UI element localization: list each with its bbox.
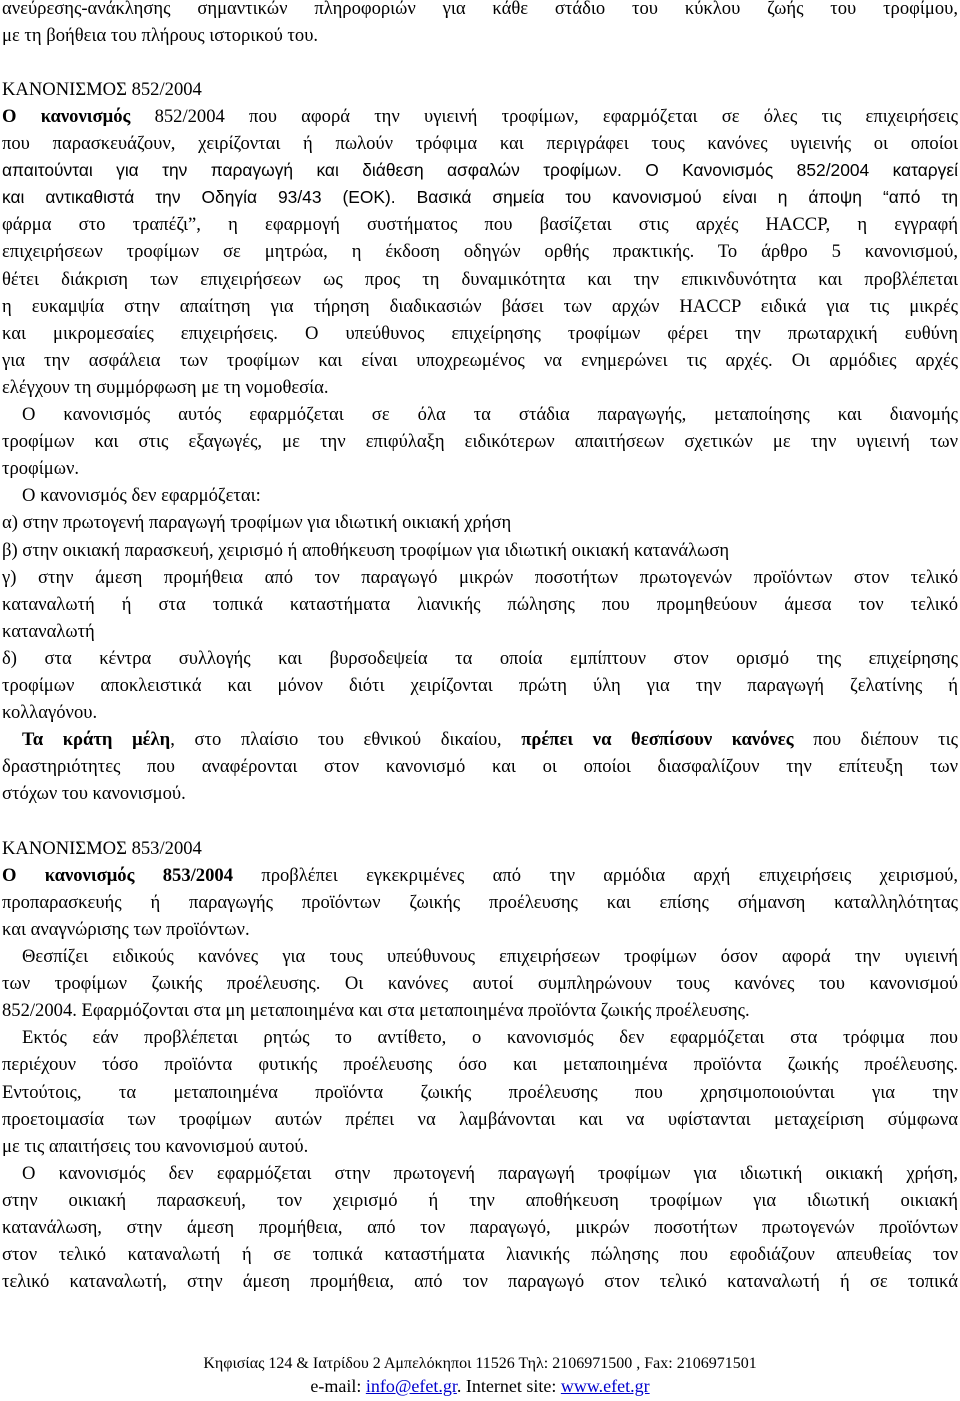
text-line — [2, 22, 958, 49]
text-run: κατανάλωση, στην άμεση προμήθεια, από τον παραγωγό, μικρών ποσοτήτων πρωτογενών προϊόντων — [2, 1217, 958, 1238]
text-line — [2, 211, 958, 238]
text-run: με τις απαιτήσεις του κανονισμού αυτού. — [2, 1135, 309, 1157]
footer-web-link[interactable]: www.efet.gr — [560, 1376, 650, 1396]
text-run: Ο κανονισμός αυτός εφαρμόζεται σε όλα τα στάδια παραγωγής, μεταποίησης και διανομής — [22, 404, 958, 425]
text-run: δραστηριότητες που αναφέρονται στον κανονισμό και οι οποίοι διασφαλίζουν την επίτευξη των — [2, 756, 958, 778]
text-line — [2, 130, 958, 157]
footer-address: Κηφισίας 124 & Ιατρίδου 2 Αμπελόκηποι 11526 Τηλ: 2106971500 , Fax: 2106971501 — [203, 1355, 757, 1372]
text-run: Ο κανονισμός δεν εφαρμόζεται: — [22, 485, 261, 507]
text-run: Ο κανονισμός δεν εφαρμόζεται στην πρωτογενή παραγωγή τροφίμων για ιδιωτική οικιακή χρήση, — [22, 1162, 958, 1184]
text-line — [2, 726, 958, 753]
text-line — [2, 618, 958, 645]
bold-text: πρέπει να θεσπίσουν κανόνες — [521, 729, 794, 751]
text-run: προετοιμασία των τροφίμων αυτών πρέπει να λαμβάνονται και να υφίστανται μεταχείριση σύμφωνα — [2, 1108, 958, 1130]
text-run: για την ασφάλεια των τροφίμων και είναι υποχρεωμένος να ενημερώνει τις αρχές. Οι αρμόδιες αρχές — [2, 349, 958, 371]
text-run: ΚΑΝΟΝΙΣΜΟΣ 852/2004 — [2, 78, 202, 100]
text-run: 852/2004. Εφαρμόζονται στα μη μεταποιημένα και στα μεταποιημένα προϊόντα ζωικής προέλευσης. — [2, 1000, 750, 1022]
text-run: τροφίμων. — [2, 458, 80, 480]
text-line — [2, 374, 958, 401]
text-run: περιέχουν τόσο προϊόντα φυτικής προέλευσης όσο και μεταποιημένα προϊόντα ζωικής προέλευσης. — [2, 1054, 958, 1076]
text-line — [2, 889, 958, 916]
text-run: στην οικιακή παρασκευή, τον χειρισμό ή την αποθήκευση τροφίμων για ιδιωτική οικιακή — [2, 1189, 958, 1211]
text-run: γ) στην άμεση προμήθεια από τον παραγωγό μικρών ποσοτήτων πρωτογενών προϊόντων στον τελικό — [2, 566, 958, 588]
text-run: με τη βοήθεια του πλήρους ιστορικού του. — [2, 24, 319, 46]
footer-web-label: . Internet site: — [456, 1376, 561, 1396]
text-line — [2, 1051, 958, 1078]
text-line — [2, 157, 958, 184]
text-line — [2, 238, 958, 265]
text-line — [2, 1079, 958, 1106]
text-run: ελέγχουν τη συμμόρφωση με τη νομοθεσία. — [2, 376, 329, 398]
text-line — [2, 1106, 958, 1133]
text-run: που διέπουν τις — [793, 729, 958, 751]
text-run: και αναγνώρισης των προϊόντων. — [2, 918, 250, 940]
text-line — [2, 1024, 958, 1051]
footer-contact — [0, 1373, 960, 1400]
text-run: Εντούτοις, τα μεταποιημένα προϊόντα ζωικής προέλευσης που χρησιμοποιούνται για την — [2, 1081, 958, 1103]
text-run: απαιτούνται για την παραγωγή και διάθεση ασφαλών τροφίμων. Ο Κανονισμός 852/2004 καταργεί — [2, 160, 958, 181]
bold-text: Ο κανονισμός 853/2004 — [2, 864, 233, 886]
text-line — [2, 997, 958, 1024]
text-line — [2, 293, 958, 320]
bold-text: Τα κράτη μέλη — [22, 729, 171, 751]
text-run: καταναλωτή ή στα τοπικά καταστήματα λιανικής πώλησης που προμηθεύουν άμεσα τον τελικό — [2, 593, 958, 615]
text-run: τροφίμων αποκλειστικά και μόνον διότι χειρίζονται πρώτη ύλη για την παραγωγή ζελατίνης ή — [2, 675, 958, 696]
text-run: τροφίμων και στις εξαγωγές, με την επιφύλαξη ειδικότερων απαιτήσεων σχετικών με την υγιεινή των — [2, 431, 958, 453]
text-line — [2, 943, 958, 970]
text-run: τελικό καταναλωτή, στην άμεση προμήθεια, από τον παραγωγό στον τελικό καταναλωτή ή σε τοπικά — [2, 1271, 958, 1293]
text-run: η ευκαμψία στην απαίτηση για τήρηση διαδικασιών βάσει των αρχών HACCP ειδικά για τις μικρές — [2, 295, 958, 317]
text-run: Θεσπίζει ειδικούς κανόνες για τους υπεύθυνους επιχειρήσεων τροφίμων όσον αφορά την υγιεινή — [22, 946, 958, 967]
text-line — [2, 266, 958, 293]
text-line — [2, 455, 958, 482]
text-line — [2, 699, 958, 726]
text-line — [2, 509, 958, 536]
text-line — [2, 645, 958, 672]
text-line — [2, 428, 958, 455]
text-line — [2, 537, 958, 564]
text-line — [2, 103, 958, 130]
text-line — [2, 672, 958, 699]
text-run: προπαρασκευής ή παραγωγής προϊόντων ζωικής προέλευσης και επίσης σήμανση καταλληλότητας — [2, 891, 958, 913]
text-line — [2, 862, 958, 889]
text-run: θέτει διάκριση των επιχειρήσεων ως προς τη δυναμικότητα και την επικινδυνότητα και προβλέπεται — [2, 268, 958, 290]
text-line — [2, 0, 958, 22]
text-run: στόχων του κανονισμού. — [2, 783, 186, 805]
text-run: α) στην πρωτογενή παραγωγή τροφίμων για ιδιωτική οικιακή χρήση — [2, 512, 512, 534]
text-run: καταναλωτή — [2, 620, 95, 642]
text-run: στον τελικό καταναλωτή ή σε τοπικά καταστήματα λιανικής πώλησης που εφοδιάζουν απευθείας τον — [2, 1244, 958, 1266]
text-line — [2, 1160, 958, 1187]
text-line — [2, 76, 958, 103]
text-run: των τροφίμων ζωικής προέλευσης. Οι κανόνες αυτοί συμπληρώνουν τους κανόνες του κανονισμού — [2, 973, 958, 995]
bold-text: Ο κανονισμός — [2, 105, 131, 127]
text-run: φάρμα στο τραπέζι”, η εφαρμογή συστήματος που βασίζεται στις αρχές HACCP, η εγγραφή — [2, 214, 958, 236]
text-line — [2, 320, 958, 347]
footer-email-label: e-mail: — [310, 1376, 366, 1396]
text-line — [2, 184, 958, 211]
text-line — [2, 753, 958, 780]
text-line — [2, 591, 958, 618]
text-run: κολλαγόνου. — [2, 702, 98, 724]
text-run: και αντικαθιστά την Οδηγία 93/43 (ΕΟΚ). Βασικά σημεία του κανονισμού είναι η άποψη “από τη — [2, 187, 958, 208]
text-run: επιχειρήσεων τροφίμων σε μητρώα, η έκδοση οδηγών ορθής πρακτικής. Το άρθρο 5 κανονισμού, — [2, 241, 958, 263]
text-line — [2, 970, 958, 997]
footer-email-link[interactable]: info@efet.gr — [365, 1376, 457, 1396]
text-line — [2, 401, 958, 428]
text-line — [2, 1214, 958, 1241]
text-run: β) στην οικιακή παρασκευή, χειρισμό ή αποθήκευση τροφίμων για ιδιωτική οικιακή κατανάλωση — [2, 539, 730, 561]
text-run: 852/2004 που αφορά την υγιεινή τροφίμων, εφαρμόζεται σε όλες τις επιχειρήσεις — [130, 105, 959, 127]
text-run: ανεύρεσης-ανάκλησης σημαντικών πληροφοριών για κάθε στάδιο του κύκλου ζωής του τροφίμου, — [2, 0, 958, 19]
text-line — [2, 916, 958, 943]
text-line — [2, 564, 958, 591]
text-run: που παρασκευάζουν, χειρίζονται ή πωλούν τρόφιμα και περιγράφει τους κανόνες υγιεινής οι οποίοι — [2, 133, 958, 154]
text-run: προβλέπει εγκεκριμένες από την αρμόδια αρχή επιχειρήσεις χειρισμού, — [233, 864, 959, 886]
text-line — [2, 1241, 958, 1268]
text-line — [2, 1187, 958, 1214]
text-line — [2, 1133, 958, 1160]
text-line — [2, 347, 958, 374]
text-run: , στο πλαίσιο του εθνικού δικαίου, — [170, 729, 522, 751]
text-run: δ) στα κέντρα συλλογής και βυρσοδεψεία τα οποία εμπίπτουν στον ορισμό της επιχείρησης — [2, 647, 958, 669]
text-line — [2, 780, 958, 807]
text-run: και μικρομεσαίες επιχειρήσεις. Ο υπεύθυνος επιχείρησης τροφίμων φέρει την πρωταρχική ευθύνη — [2, 322, 958, 344]
text-line — [2, 1268, 958, 1295]
text-run: Εκτός εάν προβλέπεται ρητώς το αντίθετο, ο κανονισμός δεν εφαρμόζεται στα τρόφιμα που — [22, 1027, 958, 1049]
text-line — [2, 835, 958, 862]
text-run: ΚΑΝΟΝΙΣΜΟΣ 853/2004 — [2, 837, 202, 859]
text-line — [2, 482, 958, 509]
